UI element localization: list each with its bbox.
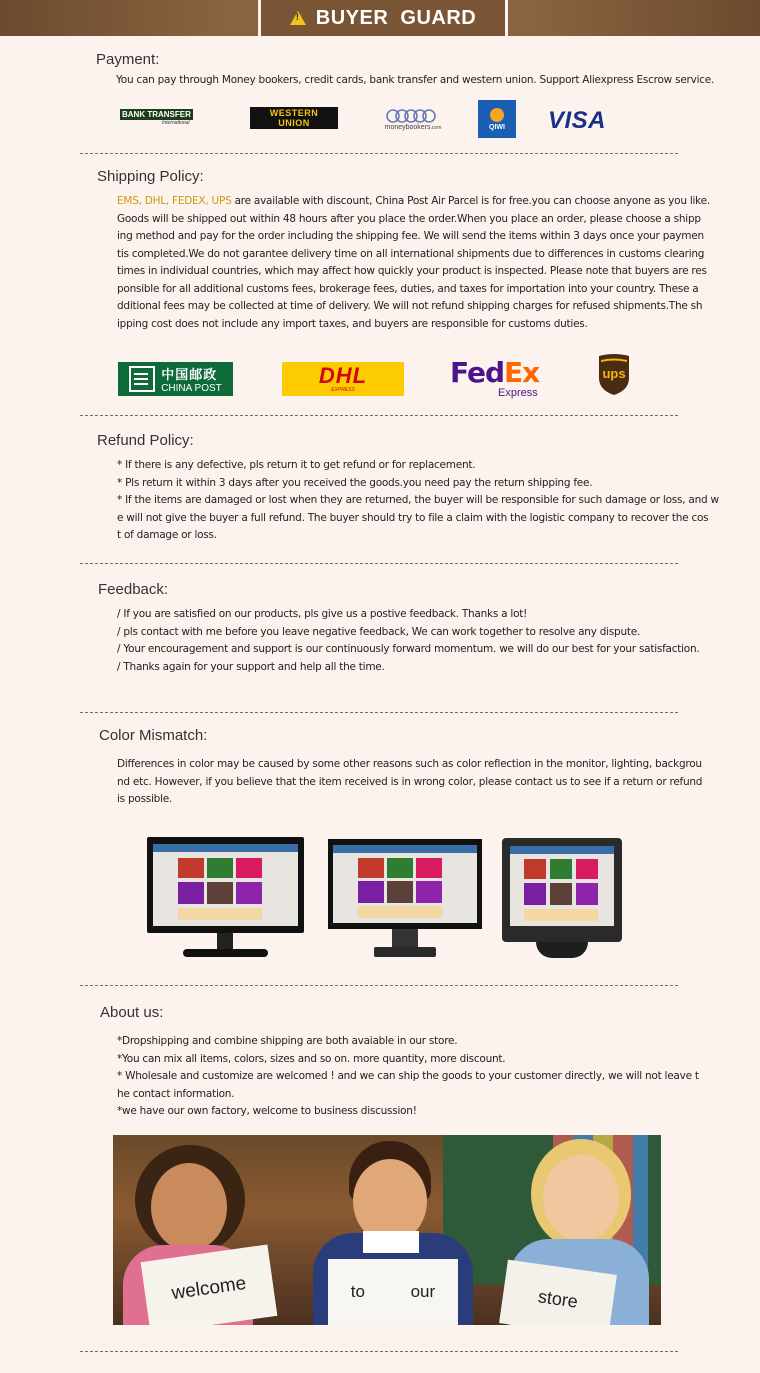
china-post-en: CHINA POST (161, 383, 222, 394)
china-post-logo (118, 362, 233, 396)
bank-transfer-sub: International (162, 119, 190, 126)
refund-line: * If there is any defective, pls return it to get refund or for replacement. (117, 459, 476, 471)
color-mismatch-line: nd etc. However, if you believe that the item received is in wrong color, please contact us to see if a return or refund (117, 775, 703, 788)
shipping-line: ipping cost does not include any import taxes, and buyers are responsible for customs duties. (117, 317, 588, 330)
refund-title: Refund Policy: (97, 432, 194, 449)
word-store: store (536, 1285, 580, 1312)
fedex-logo (450, 356, 546, 400)
ups-text: ups (602, 366, 626, 381)
shipping-line: ponsible for all additional customs fees, brokerage fees, duties, and taxes for importation into your country. These a (117, 282, 699, 295)
moneybookers-logo (380, 103, 446, 135)
ups-logo (596, 352, 632, 396)
monitor-image (502, 838, 622, 960)
monitor-image (328, 839, 482, 961)
feedback-line: / pls contact with me before you leave negative feedback, We can work together to resolve any dispute. (117, 625, 641, 638)
western-union-logo (250, 107, 338, 129)
color-mismatch-line: is possible. (117, 793, 173, 805)
shipping-line: Goods will be shipped out within 48 hours after you place the order.When you place an order, please choose a shipp (117, 212, 701, 225)
shipping-text (117, 193, 710, 333)
shipping-line: dditional fees may be collected at time of delivery. We will not refund shipping charges for refused shipments.The sh (117, 300, 703, 312)
monitor-image (147, 837, 304, 959)
shipping-carriers-highlight: EMS, DHL, FEDEX, UPS (117, 195, 232, 207)
dhl-sub: EXPRESS (331, 387, 355, 393)
word-to: to (350, 1282, 365, 1301)
to-our-sign (328, 1259, 458, 1325)
header-banner (0, 0, 760, 36)
about-line: *we have our own factory, welcome to business discussion! (117, 1105, 417, 1117)
shipping-line: ing method and pay for the order including the shipping fee. We will send the items within 3 days once your paymen (117, 230, 704, 242)
divider-2 (80, 415, 678, 416)
about-title: About us: (100, 1004, 164, 1021)
word-our: our (410, 1282, 436, 1301)
western-union-line1: WESTERN (269, 108, 319, 118)
refund-text (117, 457, 719, 545)
banner-title: BUYER GUARD (315, 6, 477, 29)
shipping-line: tis completed.We do not garantee delivery time on all international shipments due to differences in customs clearing (117, 247, 705, 260)
feedback-text (117, 606, 699, 676)
bank-transfer-text: BANK TRANSFER (122, 109, 191, 119)
qiwi-text: QIWI (489, 123, 505, 131)
qiwi-logo (478, 100, 516, 138)
about-line: * Wholesale and customize are welcomed ! and we can ship the goods to your customer directly, we will not leave t (117, 1070, 699, 1082)
dhl-logo (282, 362, 404, 396)
divider-3 (80, 563, 678, 564)
shipping-line-0: are available with discount, China Post Air Parcel is for free.you can choose anyone as you like. (231, 195, 710, 207)
shipping-title: Shipping Policy: (97, 168, 204, 185)
moneybookers-text: moneybookers (384, 123, 431, 131)
about-line: *You can mix all items, colors, sizes and so on. more quantity, more discount. (117, 1052, 506, 1065)
china-post-cn: 中国邮政 (161, 368, 218, 383)
payment-title: Payment: (96, 51, 160, 68)
feedback-line: / Your encouragement and support is our continuously forward momentum. we will do our best for your satisfaction. (117, 643, 700, 655)
color-mismatch-text (117, 756, 702, 809)
fedex-sub: Express (498, 386, 538, 399)
color-mismatch-title: Color Mismatch: (99, 727, 208, 744)
divider-1 (80, 153, 678, 154)
refund-line: * If the items are damaged or lost when they are returned, the buyer will be responsible for such damage or loss, and w (117, 494, 719, 506)
divider-5 (80, 985, 678, 986)
western-union-line2: UNION (278, 118, 310, 128)
banner-title-tab (258, 0, 508, 36)
feedback-line: / If you are satisfied on our products, pls give us a postive feedback. Thanks a lot! (117, 608, 528, 620)
bank-transfer-logo (120, 106, 210, 128)
visa-text: VISA (547, 107, 606, 134)
feedback-title: Feedback: (98, 581, 169, 598)
refund-line: e will not give the buyer a full refund. The buyer should try to file a claim with the logistic company to recover the cos (117, 511, 709, 524)
about-text (117, 1033, 699, 1121)
fedex-fed: Fed (450, 355, 505, 389)
moneybookers-sub: .com (430, 124, 442, 131)
word-welcome: welcome (170, 1272, 248, 1305)
refund-line: t of damage or loss. (117, 529, 217, 541)
payment-text: You can pay through Money bookers, credit cards, bank transfer and western union. Support Aliexpress Escrow service. (116, 74, 715, 86)
color-mismatch-line: Differences in color may be caused by some other reasons such as color reflection in the monitor, lighting, backgrou (117, 758, 702, 770)
china-post-emblem-icon (129, 366, 155, 392)
divider-4 (80, 712, 678, 713)
dhl-text: DHL (318, 363, 368, 388)
moneybookers-waves-icon (383, 108, 443, 124)
welcome-photo (113, 1135, 661, 1325)
refund-line: * Pls return it within 3 days after you received the goods.you need pay the return shipping fee. (117, 476, 593, 489)
divider-6 (80, 1351, 678, 1352)
about-line: *Dropshipping and combine shipping are both avaiable in our store. (117, 1035, 458, 1047)
shipping-line: times in individual countries, which may affect how quickly your product is inspected. Please note that buyers are res (117, 265, 707, 277)
fedex-ex: Ex (504, 355, 540, 389)
warning-icon (290, 11, 306, 25)
qiwi-circle-icon (490, 108, 504, 122)
about-line: he contact information. (117, 1087, 235, 1100)
visa-logo (545, 108, 609, 134)
feedback-line: / Thanks again for your support and help all the time. (117, 660, 385, 673)
